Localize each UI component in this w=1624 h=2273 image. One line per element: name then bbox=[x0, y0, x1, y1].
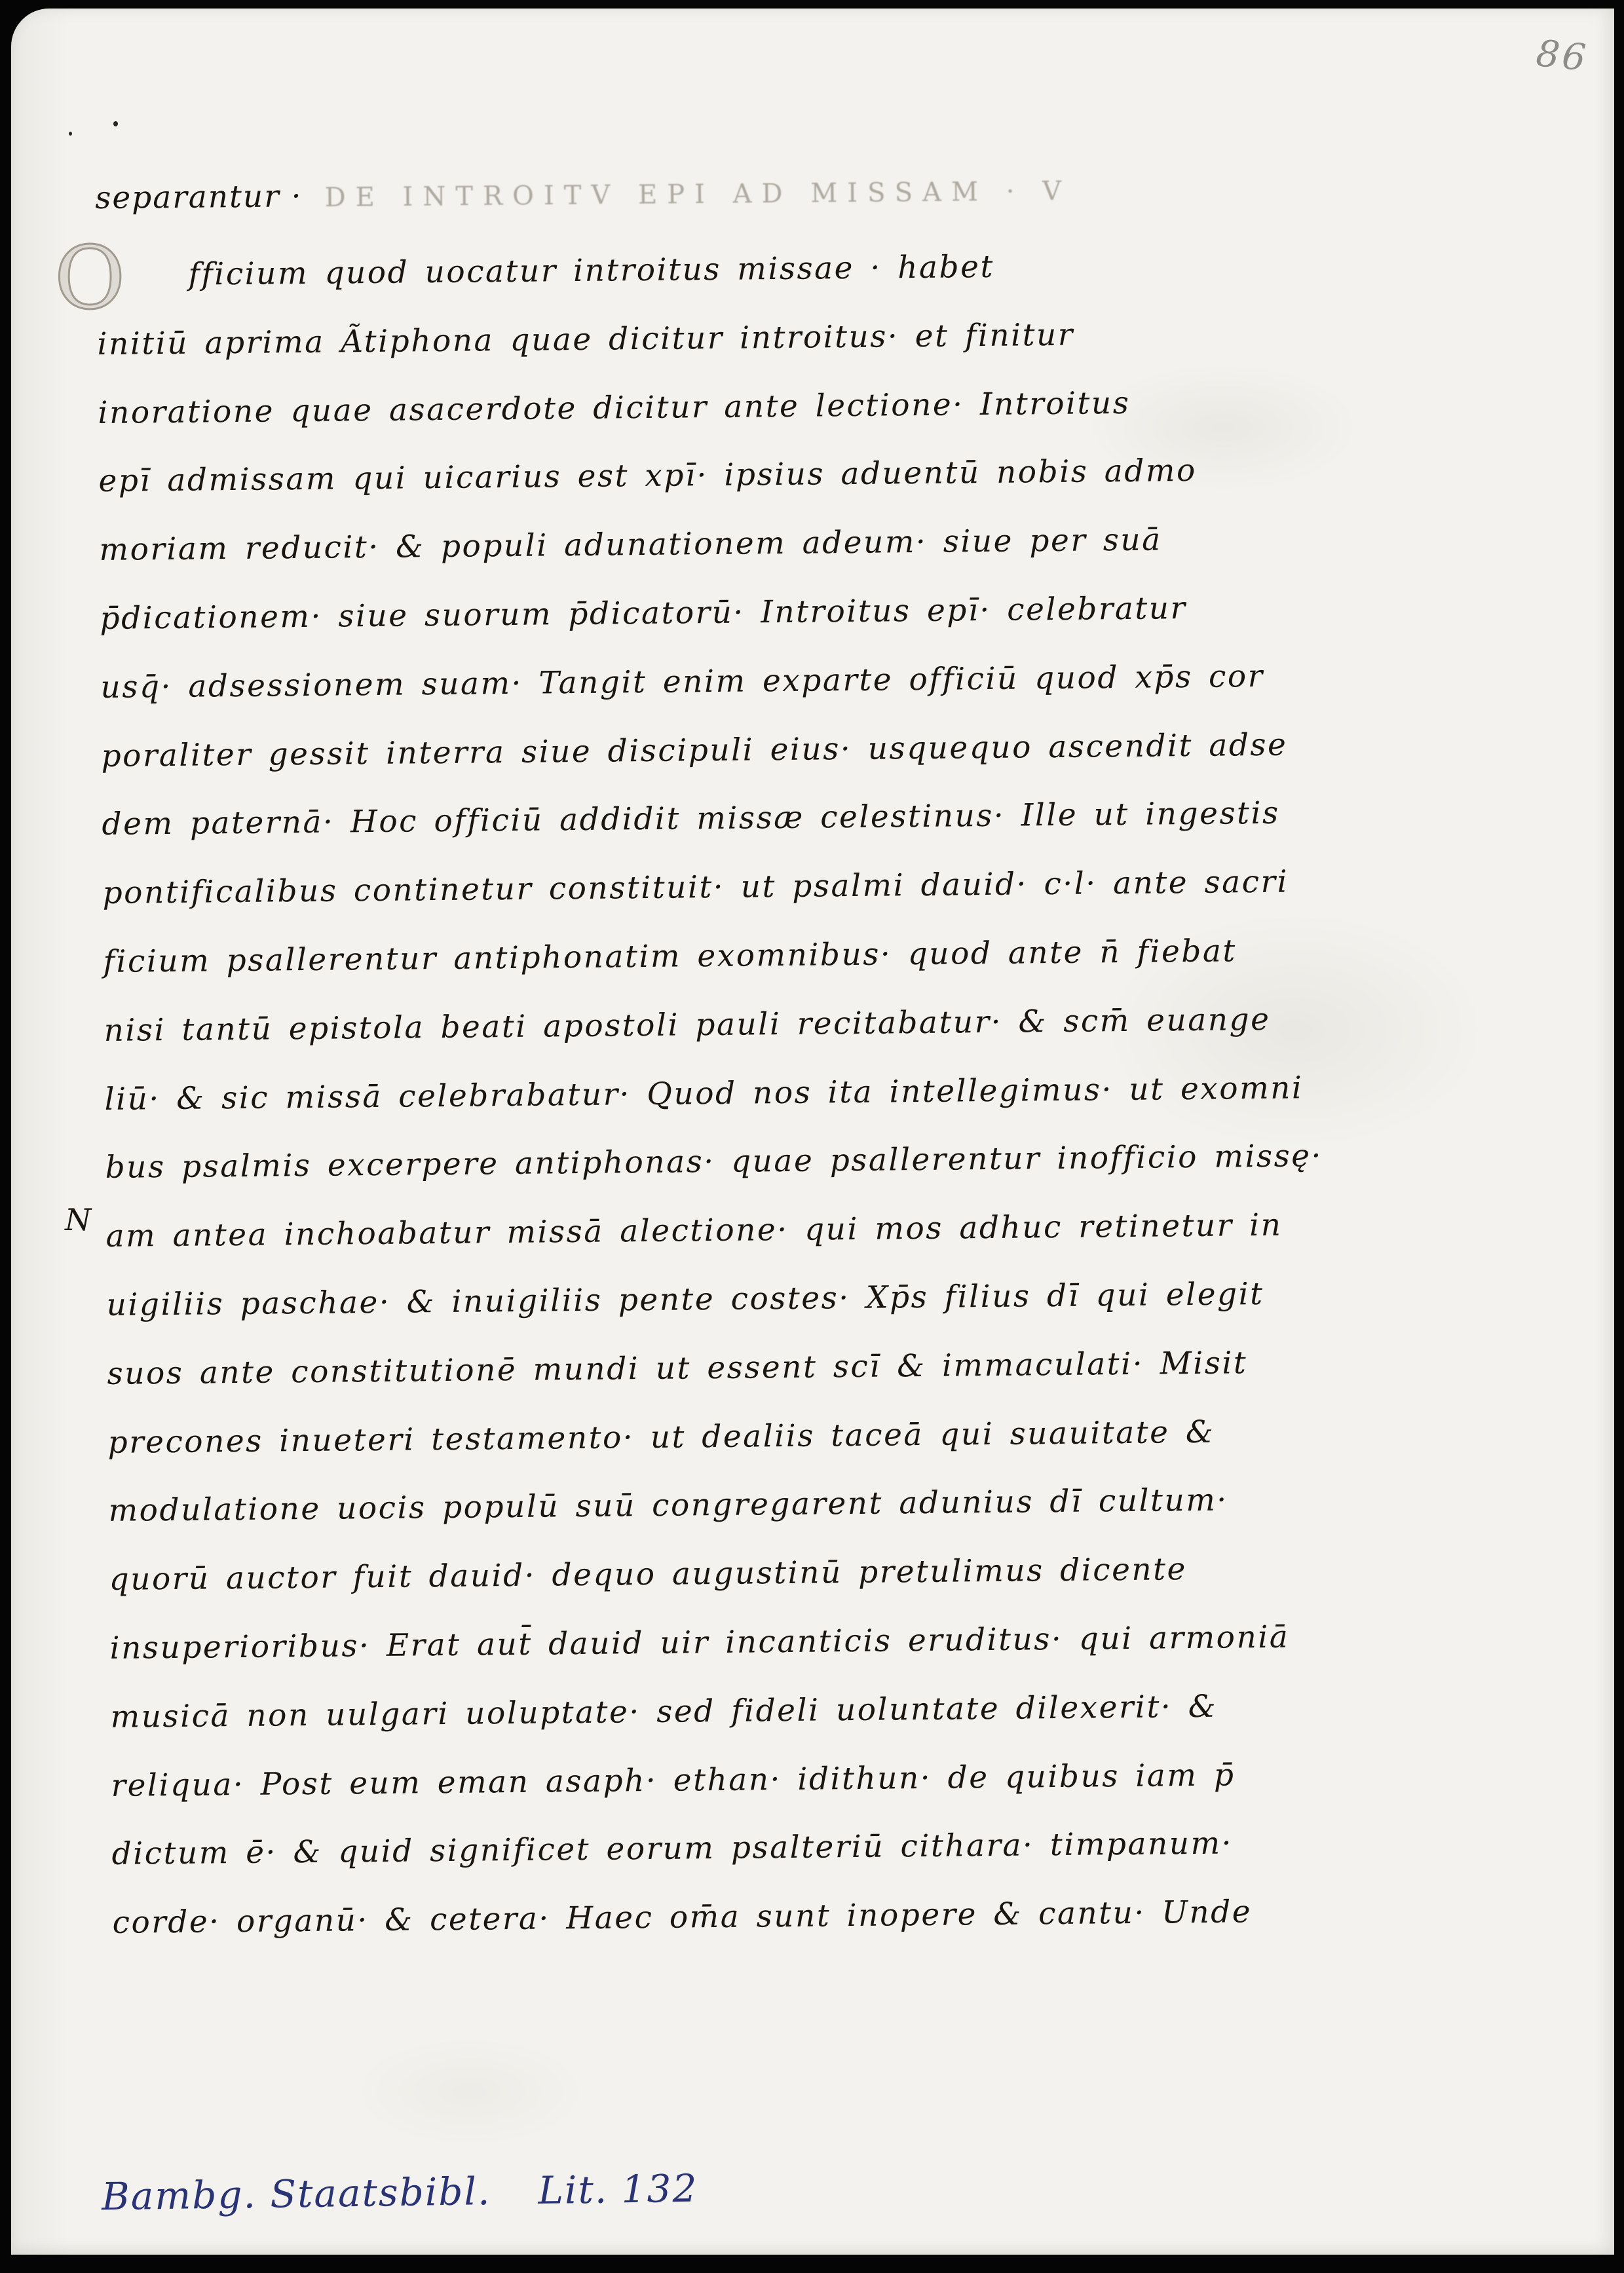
folio-number: 86 bbox=[1534, 32, 1591, 80]
margin-letter: N bbox=[65, 1202, 92, 1237]
text-line: fficium quod uocatur introitus missae · habet bbox=[188, 248, 995, 293]
manuscript-page bbox=[11, 9, 1614, 2255]
text-line: liū· & sic missā celebrabatur· Quod nos ita intellegimus· ut exomni bbox=[104, 1069, 1304, 1118]
text-line: inoratione quae asacerdote dicitur ante lectione· Introitus bbox=[98, 385, 1131, 431]
initial-letter: O bbox=[54, 228, 126, 329]
library-shelfmark bbox=[102, 2166, 698, 2219]
text-line: bus psalmis excerpere antiphonas· quae psallerentur inofficio missę· bbox=[105, 1138, 1323, 1186]
text-line: dictum ē· & quid significet eorum psalteriū cithara· timpanum· bbox=[111, 1825, 1234, 1873]
text-line: uigiliis paschae· & inuigiliis pente costes· Xp̄s filius dī qui elegit bbox=[106, 1275, 1264, 1323]
text-line: am antea inchoabatur missā alectione· qui mos adhuc retinetur in bbox=[105, 1207, 1283, 1255]
text-block bbox=[96, 229, 1397, 1958]
text-line: epī admissam qui uicarius est xpī· ipsius aduentū nobis admo bbox=[98, 453, 1197, 500]
text-line: initiū aprima Ãtiphona quae dicitur introitus· et finitur bbox=[97, 316, 1075, 362]
text-line: poraliter gessit interra siue discipuli eius· usquequo ascendit adse bbox=[101, 726, 1288, 774]
text-line: pontificalibus continetur constituit· ut psalmi dauid· c·l· ante sacri bbox=[102, 863, 1289, 912]
text-line: modulatione uocis populū suū congregarent adunius dī cultum· bbox=[108, 1482, 1228, 1530]
text-line: usq̄· adsessionem suam· Tangit enim exparte officiū quod xp̄s cor bbox=[100, 658, 1264, 705]
text-line: insuperioribus· Erat aut̄ dauid uir incanticis eruditus· qui armoniā bbox=[109, 1619, 1290, 1666]
ink-speck bbox=[69, 132, 72, 136]
text-line: nisi tantū epistola beati apostoli pauli recitabatur· & scm̄ euange bbox=[104, 1001, 1271, 1049]
heading-line bbox=[95, 172, 1071, 216]
text-line: suos ante constitutionē mundi ut essent scī & immaculati· Misit bbox=[107, 1344, 1248, 1392]
text-line: musicā non uulgari uoluptate· sed fideli uoluntate dilexerit· & bbox=[110, 1688, 1218, 1735]
text-line: moriam reducit· & populi adunationem adeum· siue per suā bbox=[99, 521, 1162, 569]
text-line: precones inueteri testamento· ut dealiis taceā qui suauitate & bbox=[107, 1414, 1215, 1461]
ink-speck bbox=[113, 121, 118, 126]
text-line: dem paternā· Hoc officiū addidit missæ celestinus· Ille ut ingestis bbox=[102, 795, 1280, 843]
text-line: quorū auctor fuit dauid· dequo augustinū pretulimus dicente bbox=[109, 1551, 1188, 1598]
catchword-text: separantur · bbox=[95, 178, 303, 216]
text-line: reliqua· Post eum eman asaph· ethan· idithun· de quibus iam p̄ bbox=[111, 1756, 1236, 1804]
rubric-title: DE INTROITV EPI AD MISSAM · V bbox=[324, 176, 1072, 213]
shelfmark-number: Lit. 132 bbox=[537, 2166, 698, 2213]
text-line: ficium psallerentur antiphonatim exomnibus· quod ante n̄ fiebat bbox=[103, 933, 1237, 980]
shelfmark-library: Bambg. Staatsbibl. bbox=[101, 2169, 491, 2219]
text-line: corde· organū· & cetera· Haec om̄a sunt inopere & cantu· Unde bbox=[112, 1894, 1253, 1942]
text-line: p̄dicationem· siue suorum p̄dicatorū· Introitus epī· celebratur bbox=[100, 590, 1187, 637]
